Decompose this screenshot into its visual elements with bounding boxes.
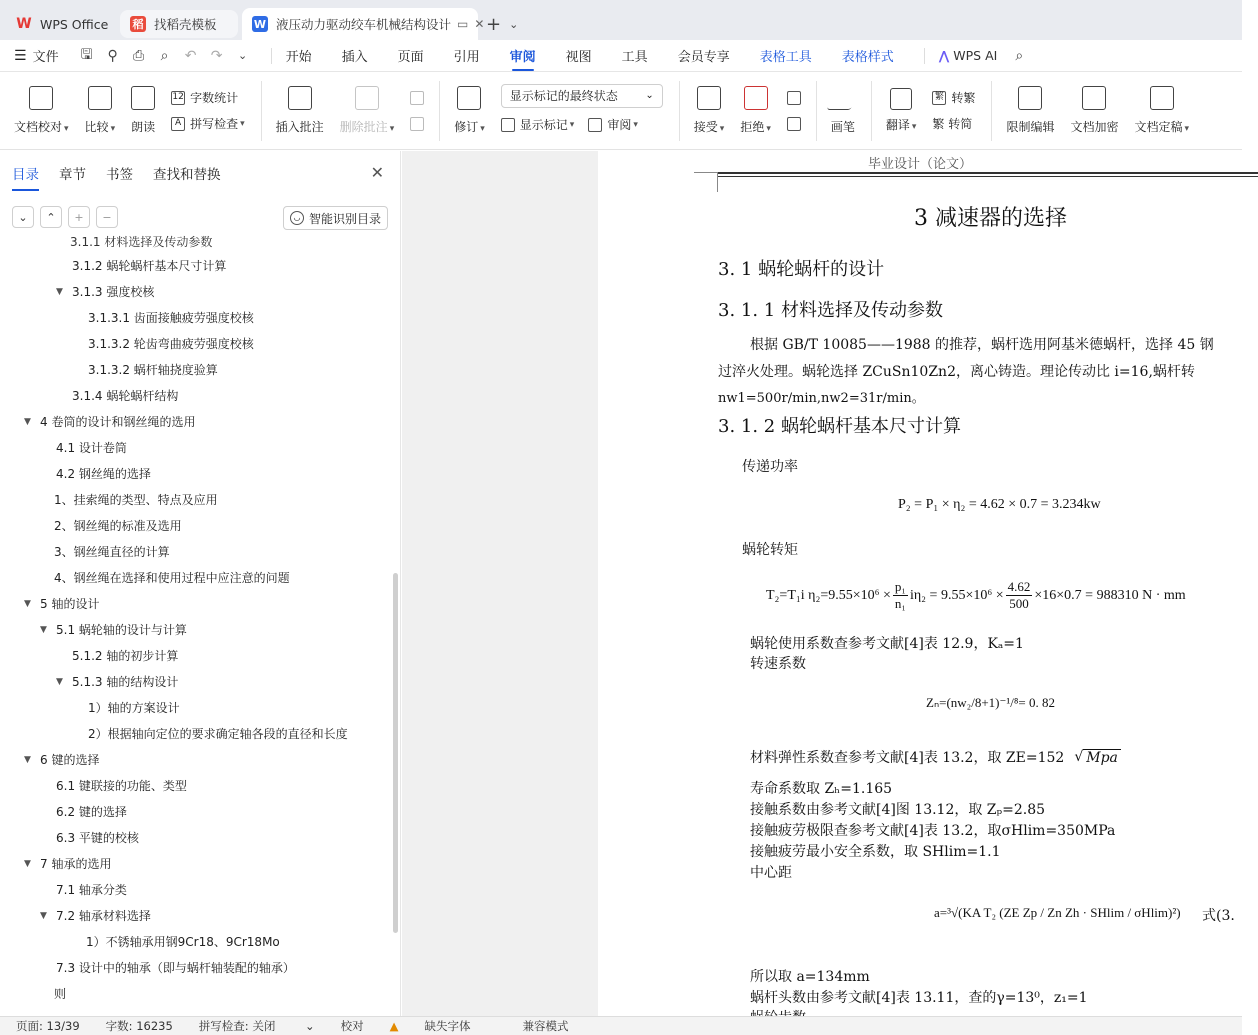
document-area [402,151,1242,1016]
toc-toolbar [12,206,124,228]
fraction-denominator: n₁ [894,596,906,611]
toc-item-partial[interactable]: 3.1.1 材料选择及传动参数 [70,235,213,249]
to-traditional-button[interactable] [932,85,975,111]
crop-mark [717,172,718,192]
toc-item[interactable] [40,881,127,898]
review-pane-label: 审阅 [607,118,632,132]
compat-mode-indicator[interactable]: 兼容模式 [522,1019,569,1033]
wps-ai-button[interactable] [939,48,998,63]
menu-bar [0,40,1242,72]
word-count-label: 字数统计 [190,91,239,105]
header-rule [718,172,1258,174]
toc-item-label: 7.3 设计中的轴承（即与蜗杆轴装配的轴承） [56,961,295,975]
subsection-heading: 3. 1. 2 蜗轮蜗杆基本尺寸计算 [718,416,961,437]
markup-group [501,84,663,138]
to-traditional-label: 转繁 [951,91,976,105]
compare-label: 比较 [84,120,109,134]
menu-home[interactable]: 开始 [285,50,312,65]
add-icon[interactable]: + [68,206,90,228]
paragraph-line: 所以取 a=134mm [750,969,870,985]
encrypt-icon [1082,86,1106,110]
accept-icon [697,86,721,110]
hamburger-icon: ☰ [14,47,27,64]
toc-item-label: 4 卷筒的设计和钢丝绳的选用 [40,415,196,429]
prev-comment-button[interactable] [410,85,429,111]
toc-item[interactable] [38,491,218,508]
menu-insert[interactable]: 插入 [341,50,368,65]
chapter-heading: 3 减速器的选择 [914,206,1067,231]
toc-item-label: 5 轴的设计 [40,597,100,611]
translate-label: 翻译 [885,118,910,132]
toc-item-label: 5.1.2 轴的初步计算 [72,649,179,663]
toc-item[interactable] [40,621,187,638]
translate-icon [890,88,912,110]
divider [679,81,680,141]
to-simplified-label: 繁 转简 [932,117,973,131]
next-change-button[interactable] [787,111,806,137]
wps-logo-icon: W [16,16,32,32]
next-change-icon [787,117,801,131]
tab-label: 找稻壳模板 [154,17,217,32]
divider [871,81,872,141]
paragraph-line: 中心距 [750,865,792,881]
toc-item[interactable] [72,335,254,352]
toc-item-label: 3.1.3 强度校核 [72,285,155,299]
tab-bookmarks[interactable]: 书签 [106,167,133,183]
expand-arrow-icon[interactable]: ▼ [24,858,31,869]
paragraph-line: nw1=500r/min,nw2=31r/min。 [718,391,925,406]
markup-state-select[interactable] [501,84,663,108]
expand-icon[interactable]: ⌄ [12,206,34,228]
navigation-panel [0,151,401,1016]
toc-item[interactable] [40,803,127,820]
toc-item[interactable] [56,647,178,664]
toc-item-label: 3.1.3.2 轮齿弯曲疲劳强度校核 [88,337,254,351]
fraction-numerator: p₁ [894,579,906,594]
translate-button[interactable]: 翻译 ▾ [886,85,917,137]
insert-comment-label: 插入批注 [275,120,324,134]
restrict-edit-button[interactable] [1006,86,1054,135]
next-comment-icon [410,117,424,131]
menu-member[interactable]: 会员专享 [677,50,730,65]
toc-item-label: 6.3 平键的校核 [56,831,139,845]
formula-torque [766,579,1186,612]
formula-part: ×16×0.7 = 988310 N · mm [1034,587,1186,603]
redo-icon[interactable]: ↷ [210,47,223,64]
toc-item-label: 1）不锈轴承用钢9Cr18、9Cr18Mo [86,935,280,949]
smart-icon: ◡ [290,211,304,225]
menu-references[interactable]: 引用 [453,50,480,65]
formula-zn: Zₙ=(nw₂/8+1)⁻¹/⁸= 0. 82 [926,695,1055,710]
document-page[interactable] [598,151,1258,1031]
paragraph-line: 根据 GB/T 10085——1988 的推荐，蜗杆选用阿基米德蜗杆，选择 45 钢 [750,337,1214,353]
toc-item[interactable] [40,439,127,456]
spell-check-status: 拼写检查: 关闭 [198,1019,276,1033]
formula-power: P₂ = P₁ × η₂ = 4.62 × 0.7 = 3.234kw [898,497,1101,512]
expand-arrow-icon[interactable]: ▼ [24,598,31,609]
word-tools-group [171,85,245,137]
next-comment-button[interactable] [410,111,429,137]
toc-item[interactable] [56,283,154,300]
status-bar [0,1016,1242,1035]
toc-item[interactable] [40,907,151,924]
toc-item-label: 则 [54,987,67,1001]
word-count-indicator[interactable]: 字数: 16235 [105,1019,173,1033]
expand-arrow-icon[interactable]: ▼ [56,676,63,687]
monitor-icon[interactable]: ▭ [457,17,469,31]
to-traditional-icon: 繁 [932,91,946,105]
toc-item-label: 3.1.3.2 蜗杆轴挠度验算 [88,363,218,377]
tab-docer-templates[interactable] [120,10,238,38]
divider [924,48,925,64]
compare-button[interactable]: 比较 ▾ [85,86,116,135]
menu-table-tools[interactable]: 表格工具 [759,50,812,65]
print-preview-icon[interactable]: ⌕ [160,47,169,64]
warning-icon: ▲ [389,1019,399,1033]
toc-item-label: 5.1 蜗轮轴的设计与计算 [56,623,187,637]
expand-arrow-icon[interactable]: ▼ [40,910,47,921]
toc-item[interactable] [72,309,254,326]
divider [991,81,992,141]
remove-icon[interactable]: − [96,206,118,228]
label-power: 传递功率 [742,459,798,475]
insert-comment-icon [288,86,312,110]
formula-part: iη₂ = 9.55×10⁶ × [909,587,1004,603]
subsection-heading: 3. 1. 1 材料选择及传动参数 [718,300,943,321]
paragraph-line: 蜗轮使用系数查参考文献[4]表 12.9，Kₐ=1 [750,636,1024,652]
header-rule [718,176,1258,177]
delete-comment-label: 删除批注 [339,120,388,134]
paragraph-line: 蜗杆头数由参考文献[4]表 13.11，查的γ=13⁰，z₁=1 [750,990,1088,1006]
divider [816,81,817,141]
finalize-icon [1150,86,1174,110]
toc-item-label: 2、钢丝绳的标准及选用 [54,519,182,533]
tab-wps-office[interactable] [6,8,116,40]
proof-indicator[interactable]: 校对 [340,1019,364,1033]
toc-item-label: 1、挂索绳的类型、特点及应用 [54,493,218,507]
spell-check-label: 拼写检查 [190,117,239,131]
menu-view[interactable]: 视图 [565,50,592,65]
undo-icon[interactable]: ↶ [184,47,197,64]
paragraph-line [750,747,1121,767]
encrypt-label: 文档加密 [1070,120,1119,134]
toc-item-label: 5.1.3 轴的结构设计 [72,675,179,689]
reject-button[interactable]: 拒绝 ▾ [740,86,771,135]
to-simplified-button[interactable] [932,111,975,137]
toc-item-label: 6.2 键的选择 [56,805,127,819]
show-markup-icon [501,118,515,132]
insert-comment-button[interactable] [276,86,324,135]
reject-label: 拒绝 [740,120,765,134]
formula-part: T₂=T₁i η₂=9.55×10⁶ × [766,587,891,603]
toc-item[interactable] [56,257,226,274]
pen-label: 画笔 [830,120,855,134]
file-menu-label: 文件 [32,50,59,65]
review-pane-button[interactable]: 审阅 ▾ [588,112,638,138]
divider [261,81,262,141]
toc-item-label: 4.2 钢丝绳的选择 [56,467,151,481]
toc-item-label: 4、钢丝绳在选择和使用过程中应注意的问题 [54,571,290,585]
reject-icon [744,86,768,110]
word-count-icon: 12 [171,91,185,105]
page-indicator[interactable]: 页面: 13/39 [16,1019,80,1033]
doc-proof-label: 文档校对 [14,120,63,134]
track-changes-icon [457,86,481,110]
ai-icon: ⋀ [938,48,950,63]
toc-item[interactable] [70,933,280,950]
menu-tools[interactable]: 工具 [621,50,648,65]
toc-item[interactable] [40,959,295,976]
share-icon[interactable]: ⚲ [107,47,118,64]
paragraph-line: 接触疲劳最小安全系数，取 SHlim=1.1 [750,844,1001,860]
prev-comment-icon [410,91,424,105]
prev-change-icon [787,91,801,105]
ribbon-toolbar [0,72,1242,150]
scrollbar[interactable] [393,573,398,933]
formula-center-distance: a=³√(KA T₂ (ZE Zp / Zn Zh · SHlim / σHlim)²) [934,905,1181,920]
paragraph-line: 接触系数由参考文献[4]图 13.12，取 Zₚ=2.85 [750,802,1046,818]
toc-item[interactable] [40,465,151,482]
save-icon[interactable]: 🖫 [80,46,93,63]
doc-proof-button[interactable]: 文档校对 ▾ [14,86,69,135]
prev-change-button[interactable] [787,85,806,111]
crop-mark [694,172,718,173]
pen-button[interactable] [831,86,855,135]
smart-toc-button[interactable] [283,206,388,230]
expand-arrow-icon[interactable]: ▼ [24,416,31,427]
sqrt-symbol: √ [1074,749,1084,765]
new-tab-area [486,8,526,40]
encrypt-button[interactable] [1070,86,1118,135]
missing-font-indicator[interactable] [390,1018,497,1034]
toc-item[interactable] [38,517,182,534]
show-markup-button[interactable]: 显示标记 ▾ [501,112,575,138]
smart-toc-label: 智能识别目录 [308,211,381,226]
finalize-label: 文档定稿 [1134,120,1183,134]
read-aloud-button[interactable] [131,86,155,135]
fraction [1006,579,1033,612]
toc-item-label: 6.1 键联接的功能、类型 [56,779,187,793]
finalize-button[interactable]: 文档定稿 ▾ [1134,86,1189,135]
delete-comment-icon [355,86,379,110]
wps-ai-label: WPS AI [953,48,998,63]
file-menu-button[interactable] [14,46,59,65]
toc-item[interactable] [24,855,111,872]
restrict-edit-label: 限制编辑 [1006,120,1055,134]
toc-item[interactable] [38,569,290,586]
toc-item-label: 3.1.2 蜗轮蜗杆基本尺寸计算 [72,259,227,273]
show-markup-label: 显示标记 [519,118,568,132]
page-header: 毕业设计（论文） [867,157,972,172]
docer-icon: 稻 [130,16,146,32]
title-bar [0,0,1242,40]
toc-item[interactable] [38,543,170,560]
paragraph-line: 过淬火处理。蜗轮选择 ZCuSn10Zn2，离心铸造。理论传动比 i=16,蜗杆转 [718,364,1195,380]
comment-nav-group [410,85,429,137]
paragraph-line: 接触疲劳极限查参考文献[4]表 13.2，取σHlim=350MPa [750,823,1116,839]
toc-item[interactable] [40,829,139,846]
tab-find-replace[interactable]: 查找和替换 [153,167,221,183]
chevron-down-icon: ⌄ [645,90,654,101]
tab-document[interactable] [242,8,485,40]
toc-item[interactable] [24,413,195,430]
toc-item[interactable] [56,673,178,690]
fraction [893,579,908,612]
toc-item[interactable] [38,985,66,1002]
expand-arrow-icon[interactable]: ▼ [40,624,47,635]
toc-item-label: 4.1 设计卷筒 [56,441,127,455]
writer-icon: W [253,17,267,31]
spell-check-button[interactable]: A 拼写检查 ▾ [171,111,245,137]
compare-icon [88,86,112,110]
paragraph-line: 转速系数 [750,656,806,672]
pen-icon [826,86,859,110]
toc-item-label: 3.1.4 蜗轮蜗杆结构 [72,389,179,403]
section-heading: 3. 1 蜗轮蜗杆的设计 [718,259,885,280]
expand-arrow-icon[interactable]: ▼ [24,754,31,765]
formula-reference: 式(3. [1202,908,1235,924]
expand-arrow-icon[interactable]: ▼ [56,286,63,297]
word-count-button[interactable] [171,85,245,111]
nav-tabs [12,163,241,191]
divider [439,81,440,141]
track-changes-label: 修订 [454,120,479,134]
new-tab-button[interactable]: + [486,13,502,35]
chevron-down-icon[interactable]: ⌄ [509,17,519,31]
toc-item-label: 7 轴承的选用 [40,857,112,871]
read-aloud-label: 朗读 [131,120,156,134]
spell-check-indicator[interactable]: 拼写检查: 关闭 ⌄ [198,1019,315,1033]
tab-toc[interactable]: 目录 [12,163,39,191]
track-changes-button[interactable]: 修订 ▾ [454,86,485,135]
toc-item-label: 2）根据轴向定位的要求确定轴各段的直径和长度 [88,727,348,741]
label-torque: 蜗轮转矩 [742,542,798,558]
fraction-denominator: 500 [1009,596,1029,611]
menu-table-style[interactable]: 表格样式 [841,50,894,65]
ze-text: 材料弹性系数查参考文献[4]表 13.2，取 ZE=152 [750,750,1065,766]
chevron-down-icon[interactable]: ⌄ [237,49,248,62]
toc-item[interactable] [40,777,187,794]
toc-item[interactable] [56,387,178,404]
toc-item-label: 6 键的选择 [40,753,100,767]
tab-chapters[interactable]: 章节 [59,167,86,183]
missing-font-label: 缺失字体 [424,1019,471,1033]
toc-item-label: 7.2 轴承材料选择 [56,909,151,923]
toc-item-label: 1）轴的方案设计 [88,701,180,715]
toc-item[interactable] [72,361,218,378]
chinese-convert-group [932,85,975,137]
menu-review[interactable]: 审阅 [510,40,536,71]
read-aloud-icon [131,86,155,110]
fraction-numerator: 4.62 [1007,579,1031,594]
markup-state-value: 显示标记的最终状态 [509,89,618,103]
delete-comment-button[interactable]: 删除批注 ▾ [340,86,395,135]
collapse-icon[interactable]: ⌃ [40,206,62,228]
doc-proof-icon [29,86,53,110]
toc-item-label: 3.1.3.1 齿面接触疲劳强度校核 [88,311,254,325]
lock-icon [1018,86,1042,110]
menu-page[interactable]: 页面 [397,50,424,65]
spell-check-icon: A [171,117,185,131]
toc-item-label: 7.1 轴承分类 [56,883,127,897]
search-icon[interactable]: ⌕ [1015,47,1024,64]
accept-button[interactable]: 接受 ▾ [694,86,725,135]
review-pane-icon [588,118,602,132]
toc-item-label: 3、钢丝绳直径的计算 [54,545,170,559]
translate-group [886,85,917,137]
change-nav-group [787,85,806,137]
close-icon[interactable]: ✕ [370,163,384,182]
toc-item[interactable] [72,699,180,716]
toc-item[interactable] [24,751,99,768]
paragraph-line: 寿命系数取 Zₕ=1.165 [750,781,893,797]
toc-item[interactable] [72,725,348,742]
toc-item[interactable] [24,595,99,612]
tab-label: 液压动力驱动绞车机械结构设计 [276,17,452,32]
toc-list [0,235,392,1009]
sqrt-content: Mpa [1083,749,1121,766]
accept-label: 接受 [693,120,718,134]
print-icon[interactable]: ⎙ [132,47,145,64]
close-icon[interactable]: ✕ [474,17,485,31]
tab-label: WPS Office [40,16,109,32]
divider [271,48,272,64]
